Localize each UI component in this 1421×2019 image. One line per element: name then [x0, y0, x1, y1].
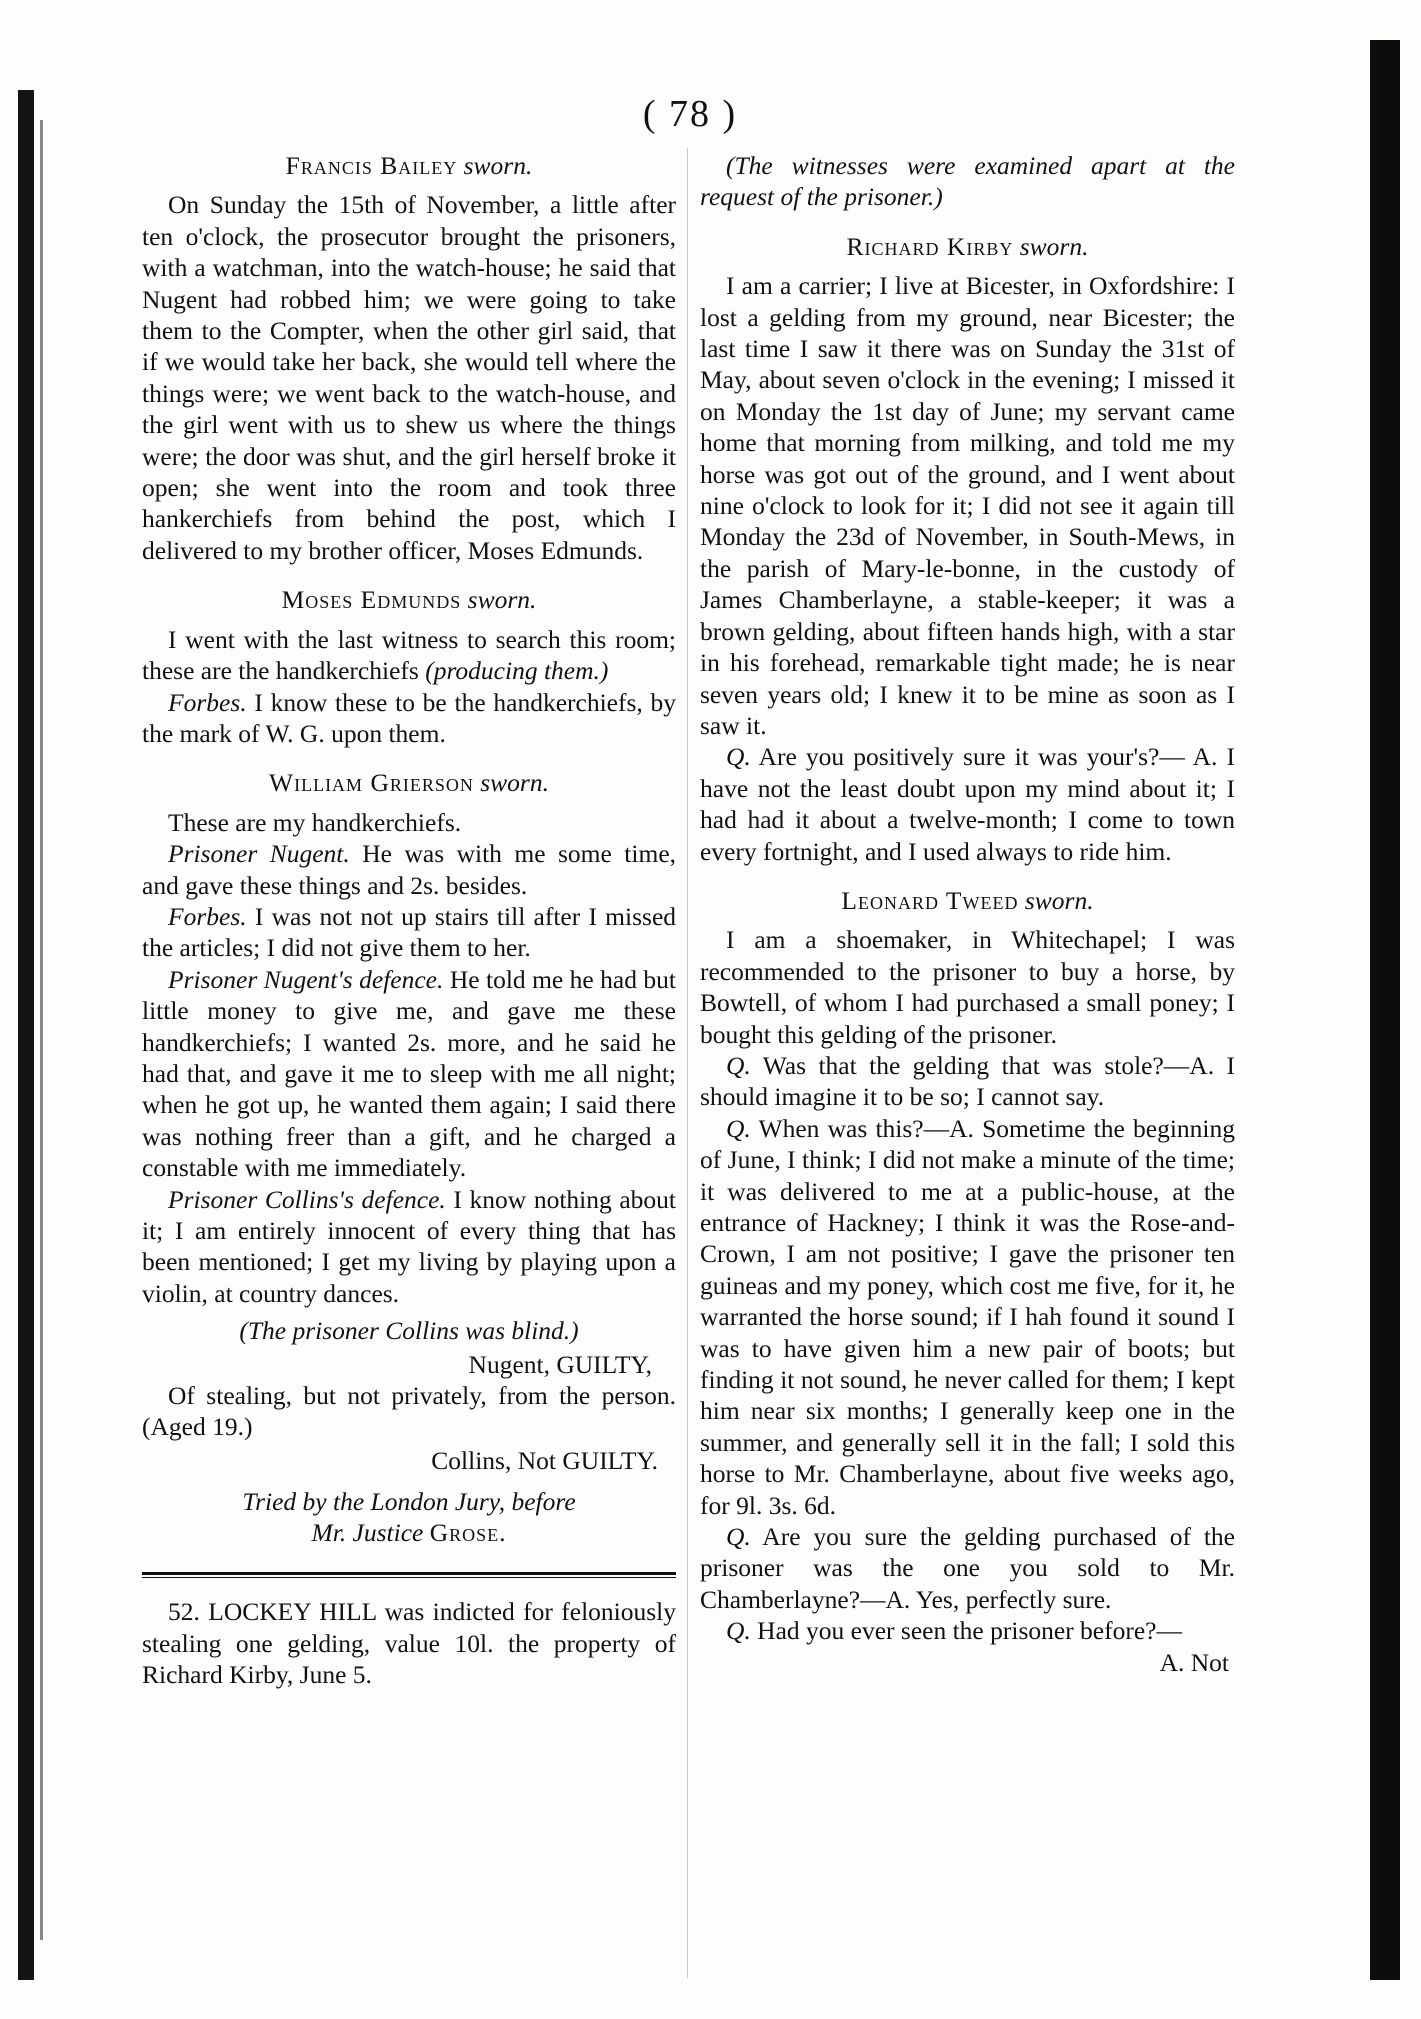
verdict-nugent-detail: Of stealing, but not privately, from the person. (Aged 19.)	[142, 1381, 676, 1442]
sworn-label: sworn.	[463, 151, 533, 180]
speaker-line	[142, 1184, 676, 1310]
tried-justice: Mr. Justice	[311, 1518, 424, 1548]
speaker-line	[142, 838, 676, 901]
section-rule	[142, 1572, 676, 1578]
right-column	[700, 150, 1235, 1678]
speaker-line	[142, 964, 676, 1184]
question-mark: Q.	[726, 1616, 751, 1646]
court-note: (The prisoner Collins was blind.)	[239, 1316, 579, 1346]
witness-name: Leonard Tweed	[841, 885, 1019, 915]
qa-text: Are you sure the gelding purchased of the prisoner was the one you sold to Mr. Chamberlayne?—A. Yes, perfectly sure.	[700, 1522, 1235, 1614]
witness-heading-tweed	[700, 885, 1235, 916]
witness-name: Richard Kirby	[846, 231, 1014, 261]
speaker-line	[142, 687, 676, 750]
scan-edge-left-line	[40, 120, 43, 1940]
speaker-line	[142, 901, 676, 964]
left-column	[142, 150, 676, 1690]
qa-text: When was this?—A. Sometime the beginning of June, I think; I did not make a minute of the time; it was delivered to me at a public-house, at the entrance of Hackney; I think it was the Rose-and-Crown, I am not positive; I gave the prisoner ten guineas and my poney, which cost me five, for it, he warranted the horse sound; if I hah found it sound I was to have given him a new pair of boots; but finding it not sound, he never called for them; I kept him near six months; I generally keep one in the summer, and generally sell it in the fall; I sold this horse to Mr. Chamberlayne, about five weeks ago, for 9l. 3s. 6d.	[700, 1113, 1235, 1520]
question-mark: Q.	[726, 1050, 751, 1080]
tried-line-1: Tried by the London Jury, before	[242, 1487, 576, 1517]
question-answer	[700, 1521, 1235, 1615]
witness-name: Francis Bailey	[285, 151, 458, 180]
testimony-tweed: I am a shoemaker, in Whitechapel; I was recommended to the prisoner to buy a horse, by Bowtell, of whom I had purchased a small poney; I bought this gelding of the prisoner.	[700, 925, 1235, 1049]
scan-edge-right	[1370, 40, 1400, 1980]
speaker-name: Prisoner Collins's defence.	[168, 1184, 446, 1214]
question-answer	[700, 1050, 1235, 1113]
testimony-kirby: I am a carrier; I live at Bicester, in Oxfordshire: I lost a gelding from my ground, near Bicester; the last time I saw it there was on Sunday the 31st of May, about seven o'clock in the evening; I missed it on Monday the 1st day of June; my servant came home that morning from milking, and told me my horse was got out of the ground, and I went about nine o'clock to look for it; I did not see it again till Monday the 23d of November, in South-Mews, in the parish of Mary-le-bonne, in the custody of James Chamberlayne, a stable-keeper; it was a brown gelding, about fifteen hands high, with a star in his forehead, remarkable tight made; he is near seven years old; I knew it to be mine as soon as I saw it.	[700, 271, 1235, 740]
sworn-label: sworn.	[1024, 885, 1094, 915]
question-mark: Q.	[726, 1113, 751, 1143]
case-52-indictment: 52. LOCKEY HILL was indicted for feloniously stealing one gelding, value 10l. the property of Richard Kirby, June 5.	[142, 1597, 676, 1690]
speaker-name: Forbes.	[168, 901, 247, 931]
verdict-nugent: Nugent, GUILTY,	[468, 1349, 652, 1379]
scan-edge-left	[18, 90, 34, 1980]
testimony-text: I went with the last witness to search this room; these are the handkerchiefs	[142, 624, 676, 686]
witness-name: Moses Edmunds	[281, 585, 462, 615]
speaker-name: Forbes.	[168, 687, 247, 717]
verdict-collins: Collins, Not GUILTY.	[431, 1445, 658, 1475]
qa-text: Was that the gelding that was stole?—A. I should imagine it to be so; I cannot say.	[700, 1050, 1235, 1112]
speaker-text: I know nothing about it; I am entirely innocent of every thing that has been mentioned; I get my living by playing upon a violin, at country dances.	[142, 1184, 677, 1308]
speaker-text: He was with me some time, and gave these things and 2s. besides.	[142, 839, 677, 900]
question-answer	[700, 1615, 1235, 1646]
sworn-label: sworn.	[467, 585, 537, 615]
witness-heading-kirby	[700, 231, 1235, 262]
sworn-label: sworn.	[480, 768, 549, 798]
witness-heading-bailey	[142, 150, 676, 181]
question-answer	[700, 1113, 1235, 1521]
speaker-text: I was not not up stairs till after I missed the articles; I did not give them to her.	[142, 901, 677, 963]
question-answer	[700, 741, 1235, 867]
testimony-edmunds	[142, 624, 676, 687]
page-number: ( 78 )	[642, 93, 738, 135]
question-mark: Q.	[726, 1522, 751, 1552]
column-divider	[687, 148, 688, 1978]
speaker-name: Prisoner Nugent.	[168, 839, 350, 869]
qa-text: Are you positively sure it was your's?— A. I have not the least doubt upon my mind about it; I had had it about a twelve-month; I come to town every fortnight, and I used always to ride him.	[700, 742, 1236, 866]
tried-line-2	[142, 1517, 676, 1548]
tried-before	[142, 1486, 676, 1548]
witness-heading-edmunds	[142, 584, 676, 615]
question-mark: Q.	[726, 742, 751, 772]
witness-name: William Grierson	[269, 768, 474, 798]
testimony-grierson: These are my handkerchiefs.	[168, 807, 462, 837]
speaker-text: I know these to be the handkerchiefs, by the mark of W. G. upon them.	[142, 687, 676, 748]
speaker-name: Prisoner Nugent's defence.	[168, 964, 444, 994]
sworn-label: sworn.	[1019, 231, 1089, 261]
speaker-text: He told me he had but little money to give me, and gave me these handkerchiefs; I wanted 2s. more, and he said he had that, and gave it me to sleep with me all night; when he got up, he wanted them again; I said there was nothing freer than a gift, and he charged a constable with me immediately.	[142, 964, 677, 1183]
catchword: A. Not	[1159, 1647, 1229, 1677]
stage-aside: (producing them.)	[425, 656, 609, 686]
testimony-bailey: On Sunday the 15th of November, a little after ten o'clock, the prosecutor brought the prisoners, with a watchman, into the watch-house; he said that Nugent had robbed him; we were going to take them to the Compter, when the other girl said, that if we would take her back, she would tell where the things were; we went back to the watch-house, and the girl went with us to shew us where the things were; the door was shut, and the girl herself broke it open; she went into the room and took three hankerchiefs from behind the post, which I delivered to my brother officer, Moses Edmunds.	[142, 190, 676, 565]
witness-heading-grierson	[142, 767, 676, 798]
judge-name: Grose.	[429, 1518, 507, 1548]
court-note-witnesses: (The witnesses were examined apart at the request of the prisoner.)	[700, 151, 1235, 212]
qa-text: Had you ever seen the prisoner before?—	[757, 1616, 1182, 1646]
